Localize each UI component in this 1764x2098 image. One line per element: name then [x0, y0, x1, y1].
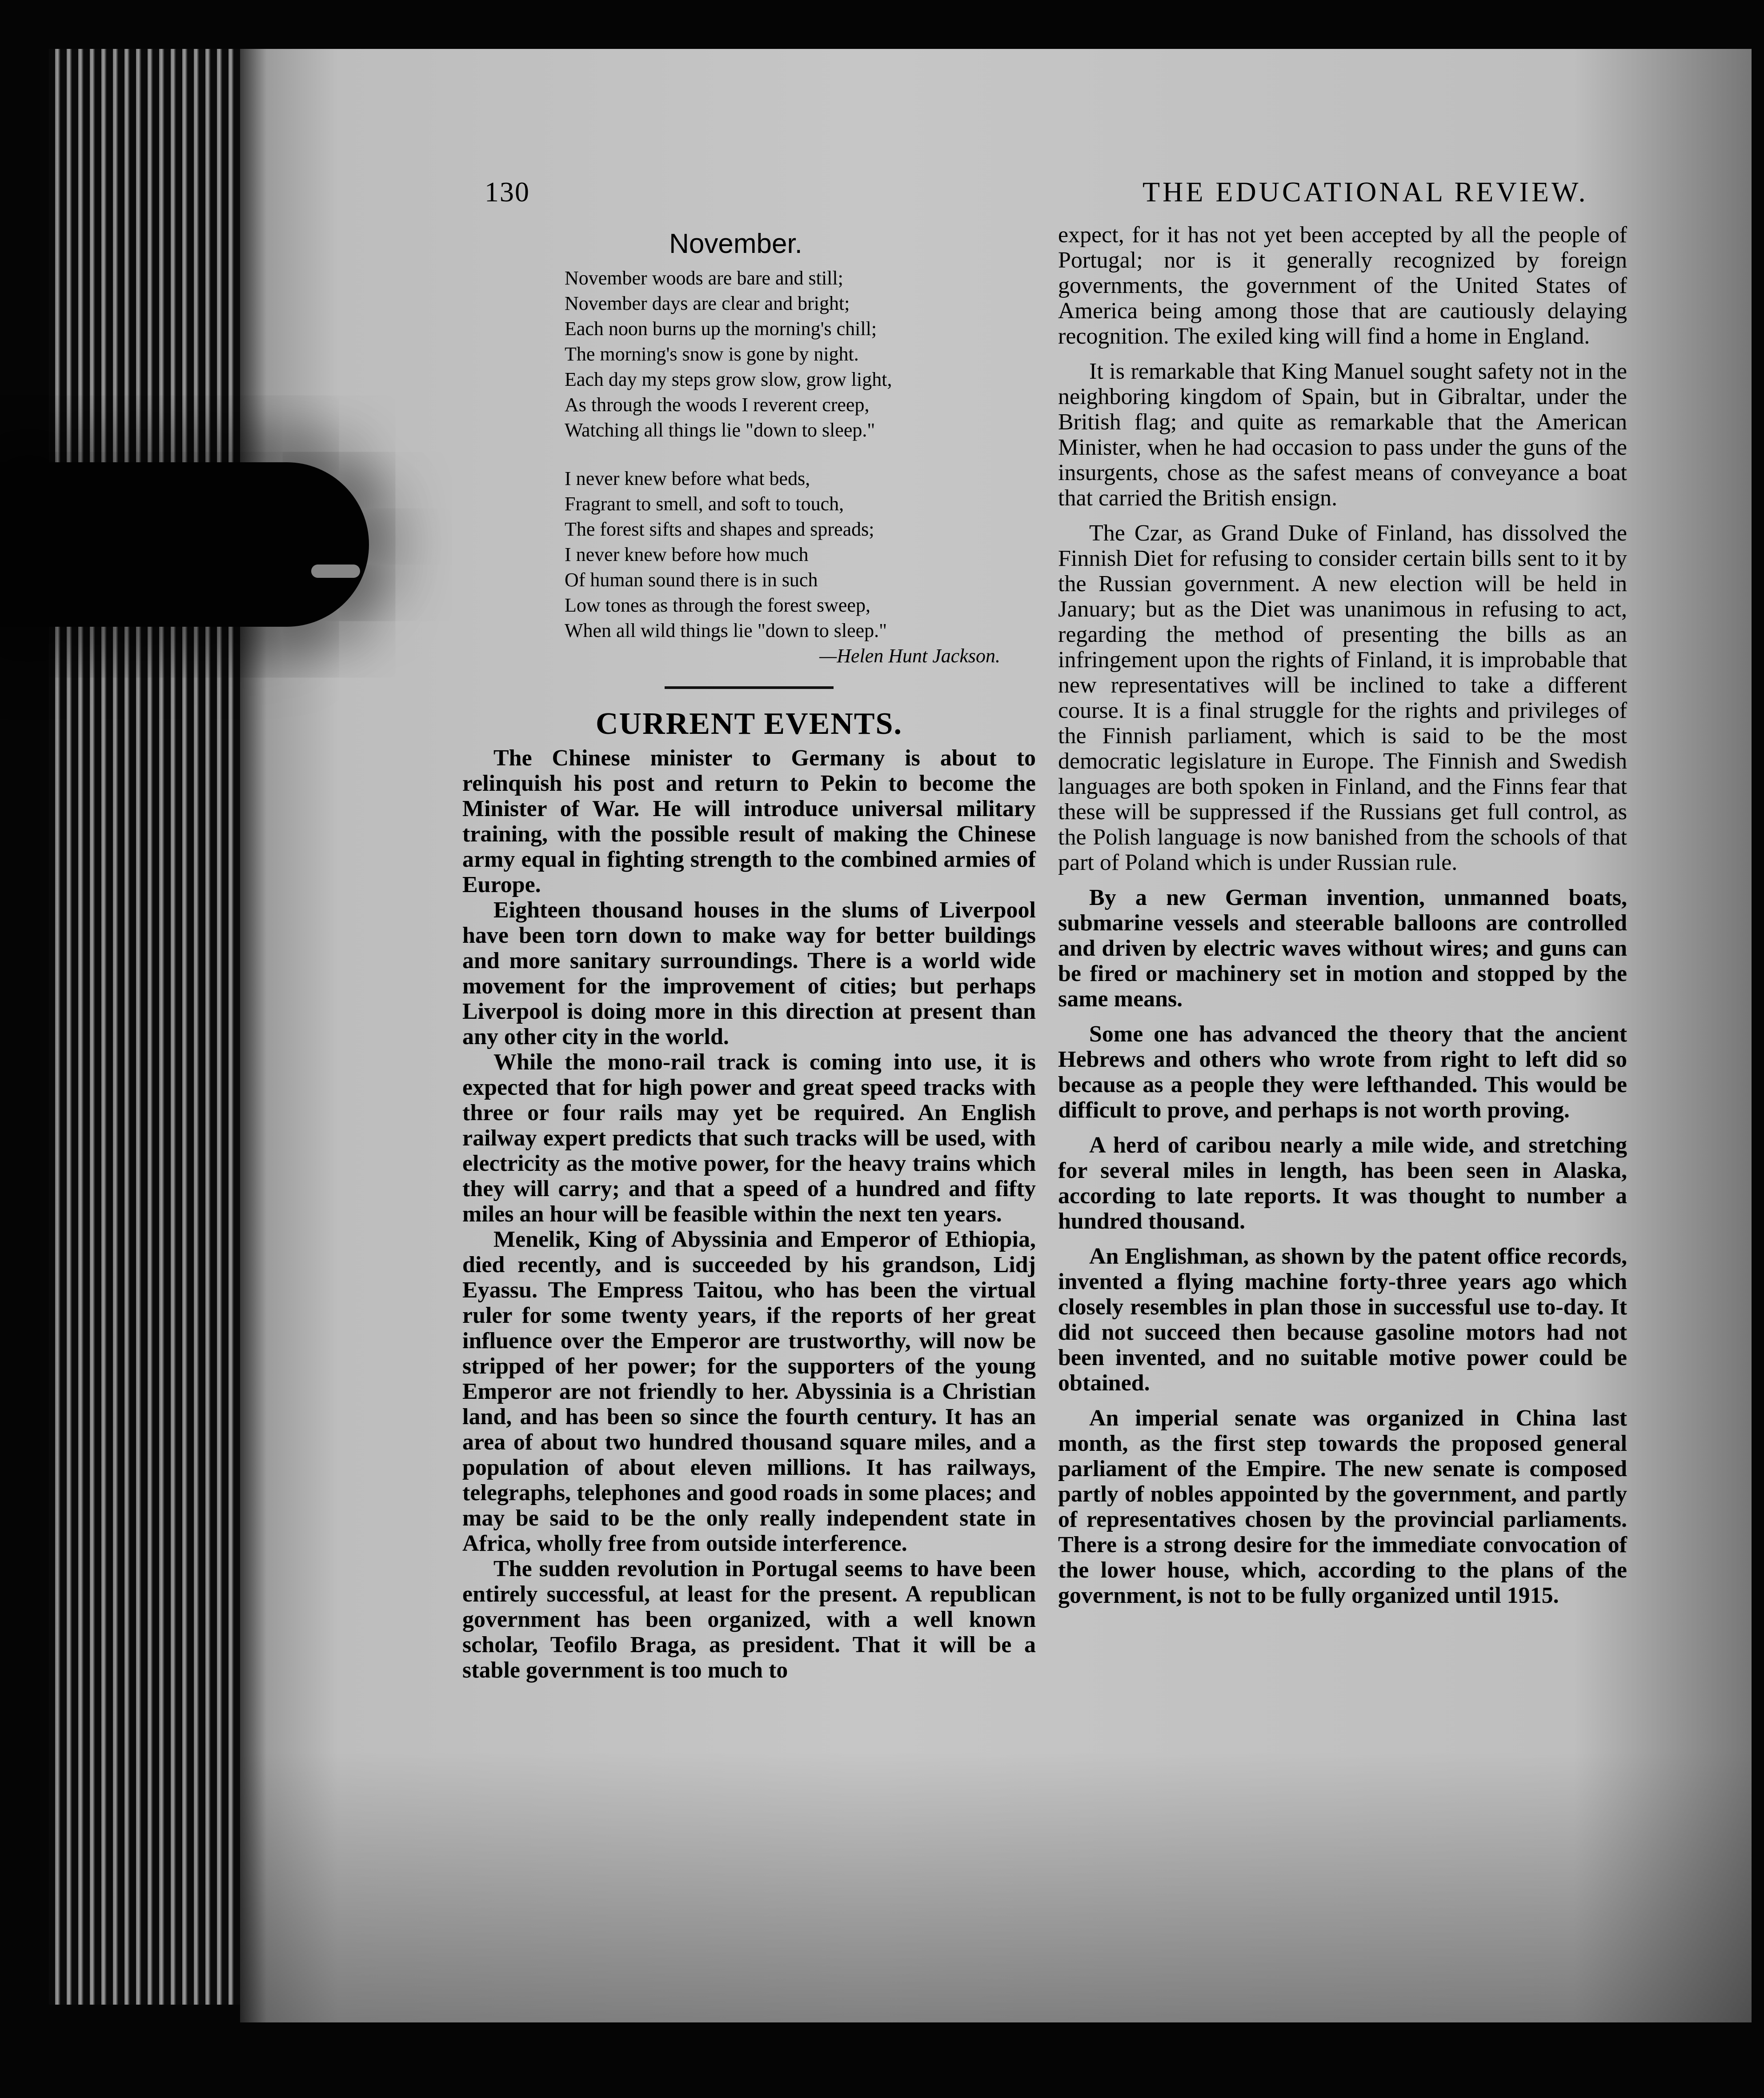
poem-line: November woods are bare and still;	[565, 267, 843, 289]
poem-line: Each day my steps grow slow, grow light,	[565, 368, 892, 390]
left-column	[462, 222, 1036, 1683]
poem-title: November.	[669, 228, 802, 259]
section-divider	[665, 686, 834, 689]
article-paragraph: Menelik, King of Abyssinia and Emperor of Ethiopia, died recently, and is succeeded by his grandson, Lidj Eyassu. The Empress Taitou, who has been the virtual ruler for some twenty years, if the reports of her great influence over the Emperor are trustworthy, will now be stripped of her power; for the supporters of the young Emperor are not friendly to her. Abyssinia is a Christian land, and has been so since the fourth century. It has an area of about two hundred thousand square miles, and a population of about eleven millions. It has railways, telegraphs, telephones and good roads in some places; and may be said to be the only really independent state in Africa, wholly free from outside interference.	[462, 1227, 1036, 1556]
poem-line: When all wild things lie "down to sleep."	[565, 620, 887, 641]
poem-line: Each noon burns up the morning's chill;	[565, 318, 877, 340]
article-paragraph: Eighteen thousand houses in the slums of Liverpool have been torn down to make way for better buildings and more sanitary surroundings. There is a world wide movement for the improvement of cities; but perhaps Liverpool is doing more in this direction at present than any other city in the world.	[462, 897, 1036, 1049]
poem-line: I never knew before what beds,	[565, 468, 810, 489]
article-paragraph: expect, for it has not yet been accepted by all the people of Portugal; nor is it generally recognized by foreign governments, the government of the United States of America being among those that are cautiously delaying recognition. The exiled king will find a home in England.	[1058, 222, 1627, 349]
article-paragraph: An imperial senate was organized in China last month, as the first step towards the proposed general parliament of the Empire. The new senate is composed partly of nobles appointed by the government, and partly of representatives chosen by the provincial parliaments. There is a strong desire for the immediate convocation of the lower house, which, according to the plans of the government, is not to be fully organized until 1915.	[1058, 1405, 1627, 1608]
poem-line: I never knew before how much	[565, 544, 809, 565]
poem-stanza-2	[462, 466, 1036, 643]
poem-stanza-1	[462, 265, 1036, 443]
page-header	[485, 176, 1588, 220]
article-paragraph: A herd of caribou nearly a mile wide, and stretching for several miles in length, has been seen in Alaska, according to late reports. It was thought to number a hundred thousand.	[1058, 1133, 1627, 1234]
page-edges	[49, 49, 258, 2005]
poem-line: The morning's snow is gone by night.	[565, 343, 859, 365]
section-title: CURRENT EVENTS.	[596, 707, 902, 741]
poem-line: Watching all things lie "down to sleep."	[565, 419, 875, 441]
poem-line: Fragrant to smell, and soft to touch,	[565, 493, 844, 515]
article-paragraph: By a new German invention, unmanned boats, submarine vessels and steerable balloons are controlled and driven by electric waves without wires; and guns can be fired or machinery set in motion and stopped by the same means.	[1058, 885, 1627, 1012]
running-head: THE EDUCATIONAL REVIEW.	[1143, 176, 1588, 208]
pointer-highlight	[311, 565, 360, 578]
poem-line: The forest sifts and shapes and spreads;	[565, 518, 874, 540]
poem-line: As through the woods I reverent creep,	[565, 394, 870, 416]
article-paragraph: Some one has advanced the theory that the ancient Hebrews and others who wrote from right to left did so because as a people they were lefthanded. This would be difficult to prove, and perhaps is not worth proving.	[1058, 1021, 1627, 1123]
article-paragraph: While the mono-rail track is coming into use, it is expected that for high power and great speed tracks with three or four rails may yet be required. An English railway expert predicts that such tracks will be used, with electricity as the motive power, for the heavy trains which they will carry; and that a speed of a hundred and fifty miles an hour will be feasible within the next ten years.	[462, 1049, 1036, 1227]
right-column	[1058, 222, 1627, 1618]
article-paragraph: It is remarkable that King Manuel sought safety not in the neighboring kingdom of Spain, but in Gibraltar, under the British flag; and quite as remarkable that the American Minister, when he had occasion to pass under the guns of the insurgents, chose as the safest means of conveyance a boat that carried the British ensign.	[1058, 359, 1627, 511]
pointer-occluder	[0, 462, 369, 627]
poem-attribution: —Helen Hunt Jackson.	[819, 645, 1000, 667]
poem-line: November days are clear and bright;	[565, 292, 850, 314]
poem-line: Of human sound there is in such	[565, 569, 818, 591]
page-number: 130	[485, 176, 530, 208]
poem-line: Low tones as through the forest sweep,	[565, 594, 870, 616]
article-paragraph: The sudden revolution in Portugal seems to have been entirely successful, at least for the present. A republican government has been organized, with a well known scholar, Teofilo Braga, as president. That it will be a stable government is too much to	[462, 1556, 1036, 1683]
article-paragraph: The Chinese minister to Germany is about to relinquish his post and return to Pekin to become the Minister of War. He will introduce universal military training, with the possible result of making the Chinese army equal in fighting strength to the combined armies of Europe.	[462, 745, 1036, 897]
article-paragraph: The Czar, as Grand Duke of Finland, has dissolved the Finnish Diet for refusing to consider certain bills sent to it by the Russian government. A new election will be held in January; but as the Diet was unanimous in refusing to act, regarding the method of presenting the bills as an infringement upon the rights of Finland, it is improbable that new representatives will be inclined to take a different course. It is a final struggle for the rights and privileges of the Finnish parliament, which is said to be the most democratic legislature in Europe. The Finnish and Swedish languages are both spoken in Finland, and the Finns fear that these will be suppressed if the Russians get full control, as the Polish language is now banished from the schools of that part of Poland which is under Russian rule.	[1058, 520, 1627, 875]
article-paragraph: An Englishman, as shown by the patent office records, invented a flying machine forty-three years ago which closely resembles in plan those in successful use to-day. It did not succeed then because gasoline motors had not been invented, and no suitable motive power could be obtained.	[1058, 1244, 1627, 1396]
